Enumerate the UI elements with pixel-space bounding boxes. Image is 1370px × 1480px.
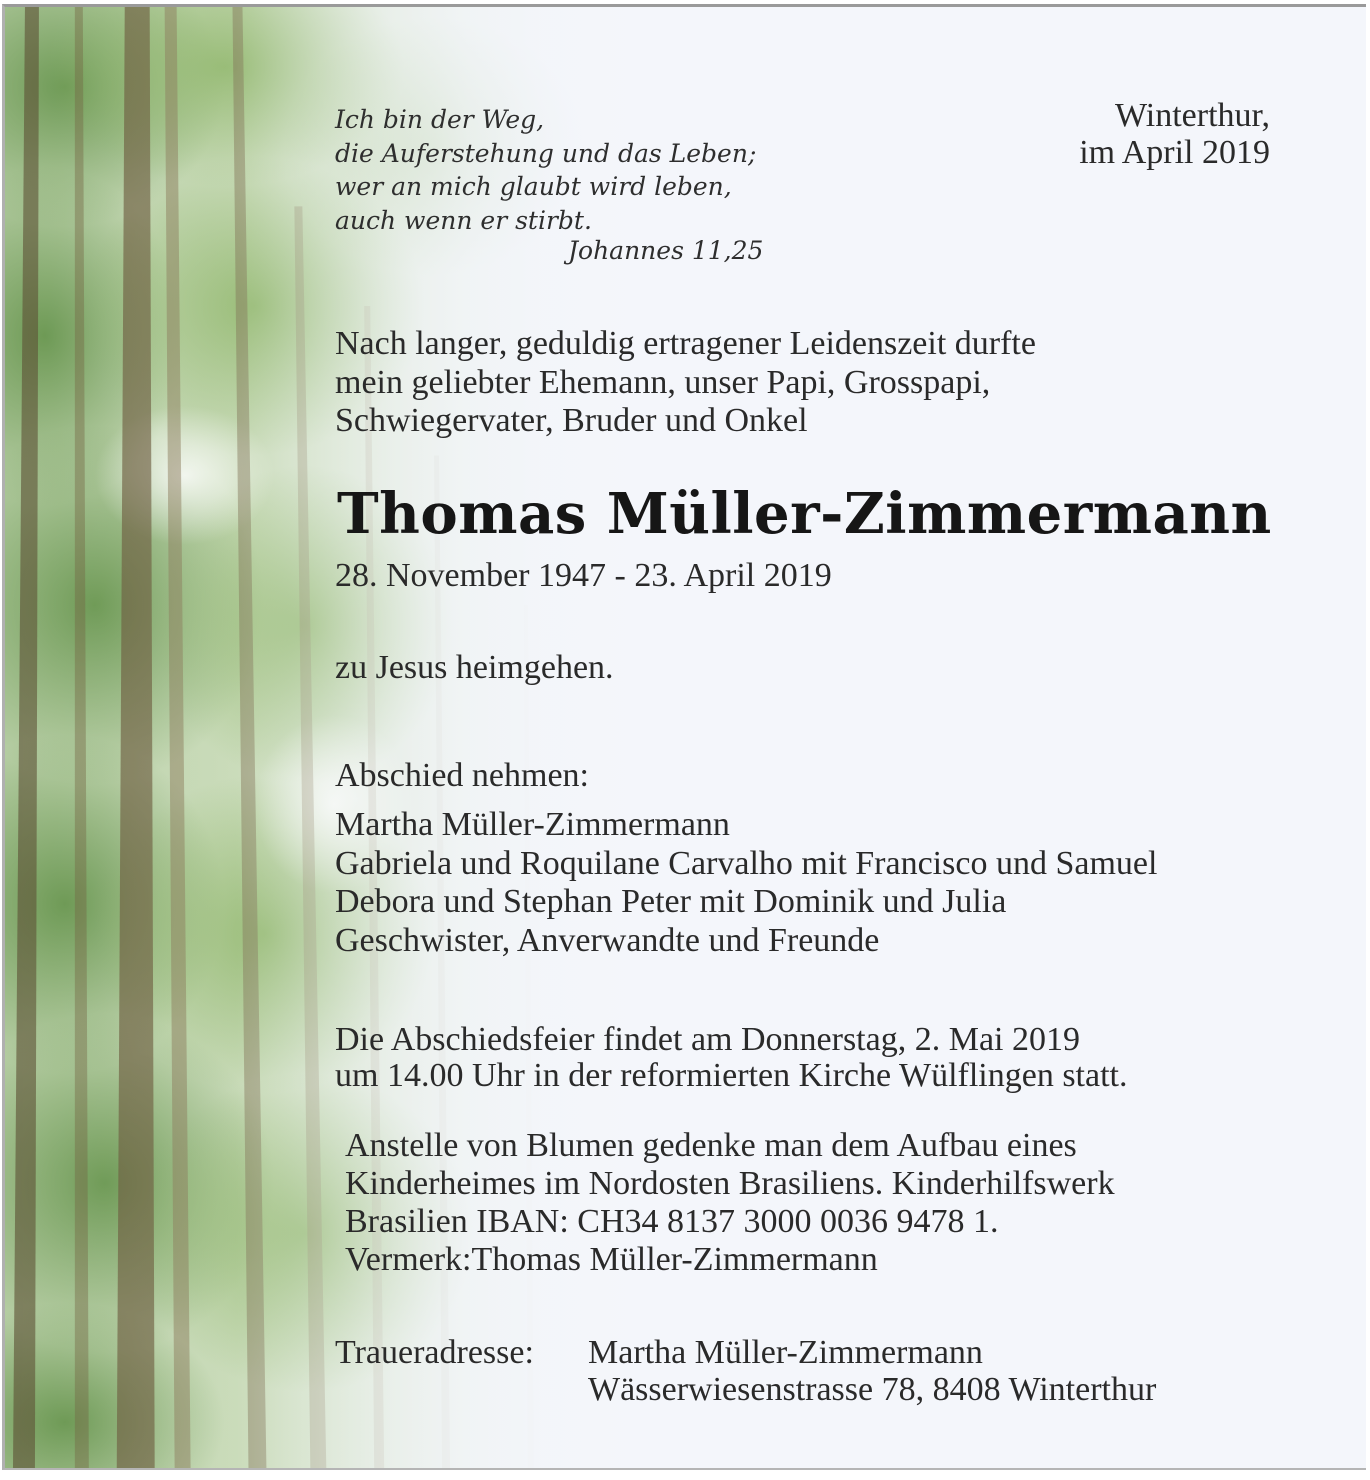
verse-line: auch wenn er stirbt. [335,205,592,235]
verse-reference: Johannes 11,25 [568,236,764,265]
verse-line: Ich bin der Weg, [335,105,545,134]
mourners-list [335,806,1157,960]
bible-verse [335,103,756,237]
verse-line: wer an mich glaubt wird leben, [335,172,732,201]
intro-line: Schwiegervater, Bruder und Onkel [335,402,808,439]
place-line: Winterthur, [1115,97,1270,134]
mourning-address [588,1334,1156,1408]
intro-line: mein geliebter Ehemann, unser Papi, Grosspapi, [335,363,991,401]
home-text: zu Jesus heimgehen. [335,649,614,686]
ceremony-line: um 14.00 Uhr in der reformierten Kirche Wülflingen statt. [335,1057,1128,1094]
donation-line: Vermerk:Thomas Müller-Zimmermann [345,1241,878,1278]
intro-line: Nach langer, geduldig ertragener Leidenszeit durfte [335,325,1036,362]
donation-line: Anstelle von Blumen gedenke man dem Aufbau eines [345,1127,1077,1164]
ceremony-info [335,1022,1127,1094]
farewell-heading: Abschied nehmen: [335,757,589,794]
verse-line: die Auferstehung und das Leben; [335,138,757,168]
ceremony-line: Die Abschiedsfeier findet am Donnerstag, 2. Mai 2019 [335,1021,1080,1058]
deceased-name: Thomas Müller-Zimmermann [337,481,1272,547]
address-street: Wässerwiesenstrasse 78, 8408 Winterthur [588,1371,1157,1408]
life-dates: 28. November 1947 - 23. April 2019 [335,557,832,594]
obituary-notice [2,4,1366,1470]
donation-line: Kinderheimes im Nordosten Brasiliens. Kinderhilfswerk [345,1165,1115,1202]
mourner-line: Martha Müller-Zimmermann [335,806,730,843]
donation-info [345,1127,1115,1279]
mourner-line: Gabriela und Roquilane Carvalho mit Francisco und Samuel [335,844,1158,882]
date-line: im April 2019 [1079,134,1270,171]
address-name: Martha Müller-Zimmermann [588,1334,983,1371]
intro-text [335,325,1036,441]
mourner-line: Debora und Stephan Peter mit Dominik und Julia [335,883,1007,920]
place-date [1079,97,1270,171]
donation-line: Brasilien IBAN: CH34 8137 3000 0036 9478 1. [345,1203,999,1240]
mourning-address-label: Traueradresse: [335,1334,534,1371]
mourner-line: Geschwister, Anverwandte und Freunde [335,921,880,959]
